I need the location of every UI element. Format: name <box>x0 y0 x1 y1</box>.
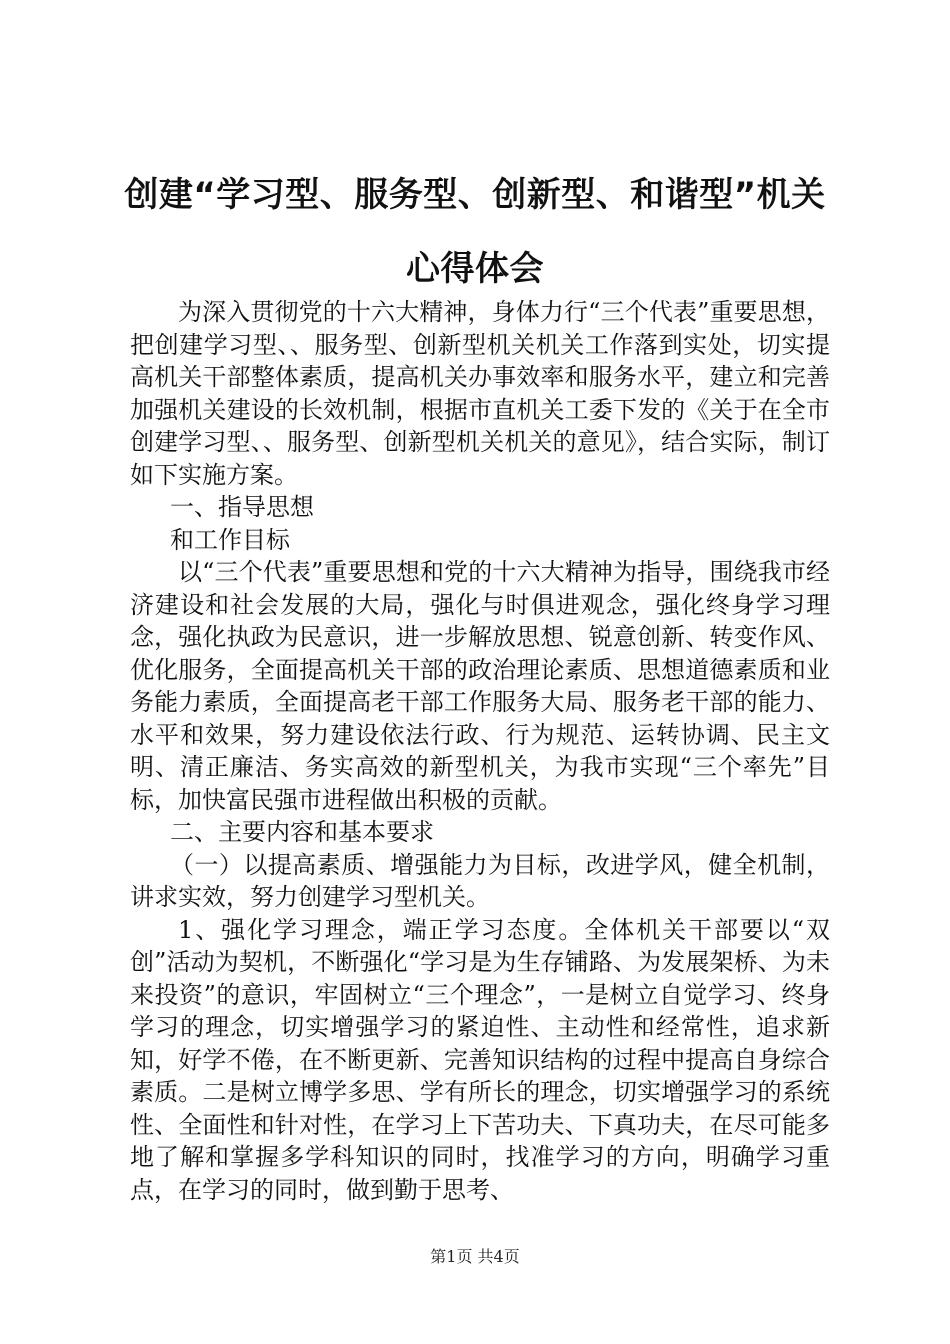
page-footer: 第1页 共4页 <box>430 1247 520 1266</box>
guiding-thought-paragraph: 以“三个代表”重要思想和党的十六大精神为指导，围绕我市经济建设和社会发展的大局，强化与时俱进观念，强化终身学习理念，强化执政为民意识，进一步解放思想、锐意创新、转变作风、优化服务，全面提高机关干部的政治理论素质、思想道德素质和业务能力素质，全面提高老干部工作服务大局、服务老干部的能力、水平和效果，努力建设依法行政、行为规范、运转协调、民主文明、清正廉洁、务实高效的新型机关，为我市实现“三个率先”目标，加快富民强市进程做出积极的贡献。 <box>130 558 830 814</box>
section-heading-work-goals: 和工作目标 <box>170 525 290 554</box>
subsection-heading-learning: （一）以提高素质、增强能力为目标，改进学风，健全机制，讲求实效，努力创建学习型机关。 <box>130 850 830 911</box>
section-heading-guiding-thought: 一、指导思想 <box>170 493 314 521</box>
intro-paragraph: 为深入贯彻党的十六大精神，身体力行“三个代表”重要思想，把创建学习型、、服务型、创新型机关机关工作落到实处，切实提高机关干部整体素质，提高机关办事效率和服务水平，建立和完善加强机关建设的长效机制，根据市直机关工委下发的《关于在全市创建学习型、、服务型、创新型机关机关的意见》，结合实际，制订如下实施方案。 <box>130 298 830 489</box>
section-heading-main-content: 二、主要内容和基本要求 <box>170 818 434 846</box>
document-title: 创建“学习型、服务型、创新型、和谐型”机关心得体会 <box>124 175 826 289</box>
learning-concept-paragraph: 1、强化学习理念，端正学习态度。全体机关干部要以“双创”活动为契机，不断强化“学习是为生存铺路、为发展架桥、为未来投资”的意识，牢固树立“三个理念”，一是树立自觉学习、终身学习的理念，切实增强学习的紧迫性、主动性和经常性，追求新知，好学不倦，在不断更新、完善知识结构的过程中提高自身综合素质。二是树立博学多思、学有所长的理念，切实增强学习的系统性、全面性和针对性，在学习上下苦功夫、下真功夫，在尽可能多地了解和掌握多学科知识的同时，找准学习的方向，明确学习重点，在学习的同时，做到勤于思考、 <box>130 915 830 1204</box>
document-body <box>130 296 830 1206</box>
